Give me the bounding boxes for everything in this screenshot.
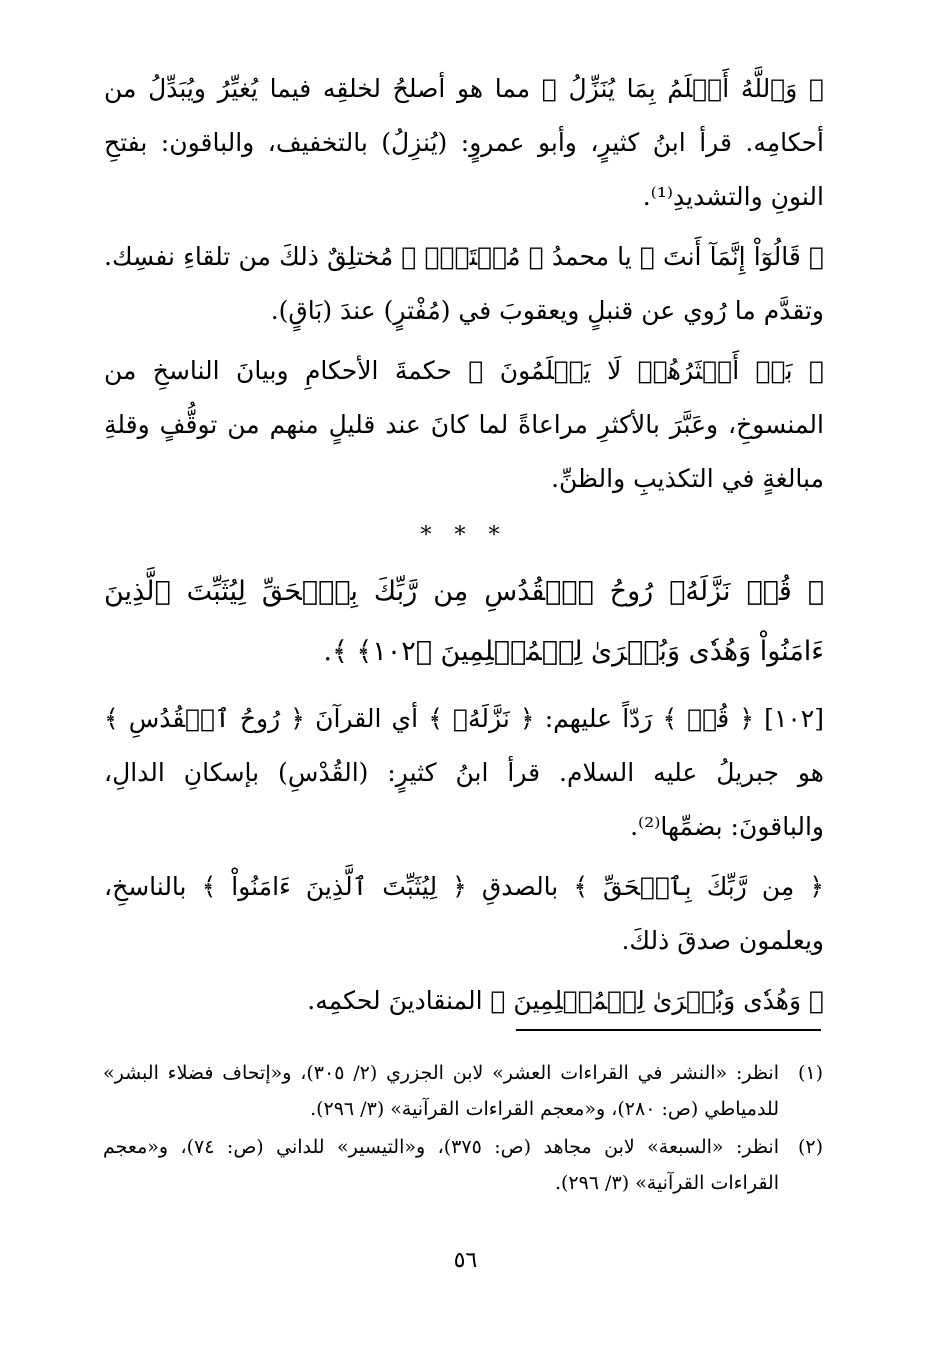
footnote-number: (٢) [797,1136,823,1158]
page-body [104,62,824,1034]
footnote [103,1055,823,1127]
footnote-text: انظر: «السبعة» لابن مجاهد (ص: ٣٧٥)، و«التيسير» للداني (ص: ٧٤)، و«معجم القراءات القرآنية» (٣/ ٢٩٦). [103,1136,780,1194]
commentary-paragraph: [١٠٢] ﴿ قُلۡ ﴾ رَدّاً عليهم: ﴿ نَزَّلَهُۥ ﴾ أي القرآنَ ﴿ رُوحُ ٱلۡقُدُسِ ﴾ هو جبريلُ عليه السلام. قرأ ابنُ كثيرٍ: (القُدْسِ) بإسكانِ الدالِ، والباقونَ: بضمِّها⁽²⁾. [104,704,824,841]
footnote-text: انظر: «النشر في القراءات العشر» لابن الجزري (٢/ ٣٠٥)، و«إتحاف فضلاء البشر» للدمياطي (ص: ٢٨٠)، و«معجم القراءات القرآنية» (٣/ ٢٩٦). [103,1062,780,1120]
commentary-paragraph: ﴿ وَهُدٗى وَبُشۡرَىٰ لِلۡمُسۡلِمِينَ ﴾ المنقادينَ لحكمِه. [307,986,824,1015]
footnote-divider [516,1029,821,1031]
section-separator: * * * [420,523,508,548]
paragraph: ﴿ بَلۡ أَكۡثَرُهُمۡ لَا يَعۡلَمُونَ ﴾ حكمةَ الأحكامِ وبيانَ الناسخِ من المنسوخِ، وعَبَّرَ بالأكثرِ مراعاةً لما كانَ عند قليلٍ منهم من توقُّفٍ وقلةِ مبالغةٍ في التكذيبِ والظنِّ. [104,356,824,493]
quran-verse: ﴿ قُلۡ نَزَّلَهُۥ رُوحُ ٱلۡقُدُسِ مِن رَّبِّكَ بِٱلۡحَقِّ لِيُثَبِّتَ ٱلَّذِينَ ءَامَنُواْ وَهُدٗى وَبُشۡرَىٰ لِلۡمُسۡلِمِينَ ﴿١٠٢﴾ ﴾. [104,576,824,667]
commentary-paragraph: ﴿ مِن رَّبِّكَ بِٱلۡحَقِّ ﴾ بالصدقِ ﴿ لِيُثَبِّتَ ٱلَّذِينَ ءَامَنُواْ ﴾ بالناسخِ، ويعلمون صدقَ ذلكَ. [104,872,824,955]
footnote-number: (١) [797,1062,823,1084]
page-number: ٥٦ [453,1248,478,1273]
footnote [103,1129,823,1201]
footnotes [103,1055,823,1203]
paragraph: ﴿ وَٱللَّهُ أَعۡلَمُ بِمَا يُنَزِّلُ ﴾ مما هو أصلحُ لخلقِه فيما يُغيِّرُ ويُبَدِّلُ من أحكامِه. قرأ ابنُ كثيرٍ، وأبو عمروٍ: (يُنزِلُ) بالتخفيف، والباقون: بفتحِ النونِ والتشديدِ⁽¹⁾. [104,74,824,211]
paragraph: ﴿ قَالُوٓاْ إِنَّمَآ أَنتَ ﴾ يا محمدُ ﴿ مُفۡتَرٍۭ ﴾ مُختلِقٌ ذلكَ من تلقاءِ نفسِك. وتقدَّم ما رُوي عن قنبلٍ ويعقوبَ في (مُفْترٍ) عندَ (بَاقٍ). [104,242,824,325]
